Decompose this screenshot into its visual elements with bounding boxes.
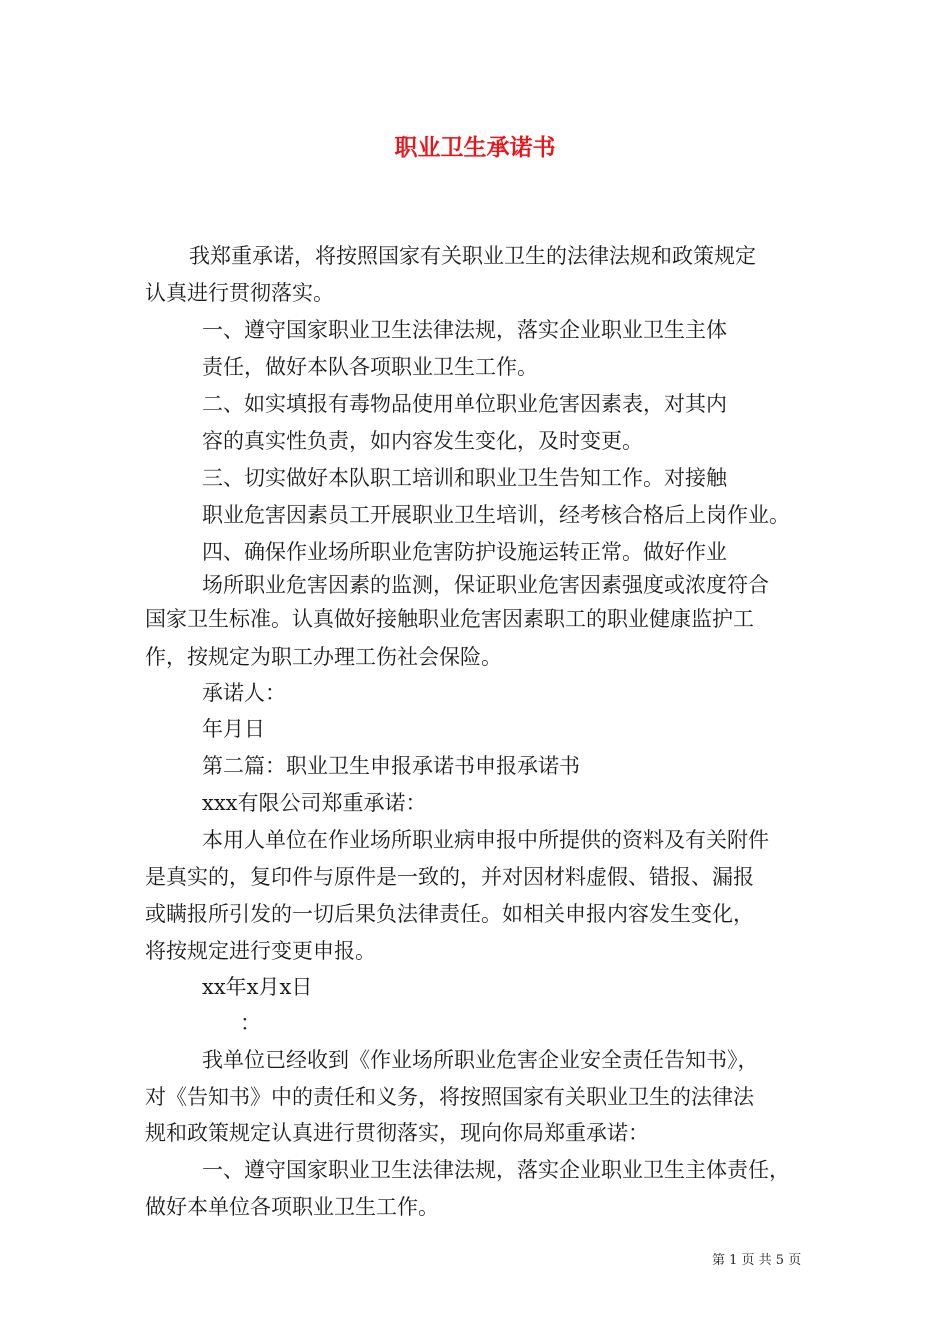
body-line: 或瞒报所引发的一切后果负法律责任。如相关申报内容发生变化， <box>145 902 754 926</box>
body-line: 规和政策规定认真进行贯彻落实，现向你局郑重承诺： <box>145 1121 649 1145</box>
body-line: 我郑重承诺，将按照国家有关职业卫生的法律法规和政策规定 <box>189 244 756 268</box>
body-line: 一、遵守国家职业卫生法律法规，落实企业职业卫生主体责任， <box>202 1158 790 1182</box>
body-line: 一、遵守国家职业卫生法律法规，落实企业职业卫生主体 <box>202 318 727 342</box>
body-line: 本用人单位在作业场所职业病申报中所提供的资料及有关附件 <box>202 828 769 852</box>
body-line: 责任，做好本队各项职业卫生工作。 <box>202 355 538 379</box>
body-line: 是真实的，复印件与原件是一致的，并对因材料虚假、错报、漏报 <box>145 865 754 889</box>
body-line: 国家卫生标准。认真做好接触职业危害因素职工的职业健康监护工 <box>145 607 754 631</box>
body-line: 对《告知书》中的责任和义务，将按照国家有关职业卫生的法律法 <box>145 1085 754 1109</box>
body-line: 将按规定进行变更申报。 <box>145 939 376 963</box>
body-line: 年月日 <box>202 717 265 741</box>
body-line: 职业危害因素员工开展职业卫生培训，经考核合格后上岗作业。 <box>202 503 790 527</box>
body-line: ： <box>240 1011 261 1035</box>
body-line: 认真进行贯彻落实。 <box>145 281 334 305</box>
document-title: 职业卫生承诺书 <box>394 134 556 161</box>
body-line: 场所职业危害因素的监测，保证职业危害因素强度或浓度符合 <box>202 573 769 597</box>
body-line: 三、切实做好本队职工培训和职业卫生告知工作。对接触 <box>202 466 727 490</box>
body-line: 第二篇：职业卫生申报承诺书申报承诺书 <box>202 754 580 778</box>
body-line: 二、如实填报有毒物品使用单位职业危害因素表，对其内 <box>202 392 727 416</box>
body-line: 容的真实性负责，如内容发生变化，及时变更。 <box>202 429 643 453</box>
body-line: 承诺人： <box>202 681 286 705</box>
body-line: 作，按规定为职工办理工伤社会保险。 <box>145 645 502 669</box>
body-line: xxx有限公司郑重承诺： <box>202 791 427 815</box>
body-line: 我单位已经收到《作业场所职业危害企业安全责任告知书》， <box>202 1048 759 1072</box>
body-line: 四、确保作业场所职业危害防护设施运转正常。做好作业 <box>202 540 727 564</box>
body-line: 做好本单位各项职业卫生工作。 <box>145 1195 439 1219</box>
page-number: 第 1 页 共 5 页 <box>712 1253 802 1268</box>
body-line: xx年x月x日 <box>202 975 313 999</box>
